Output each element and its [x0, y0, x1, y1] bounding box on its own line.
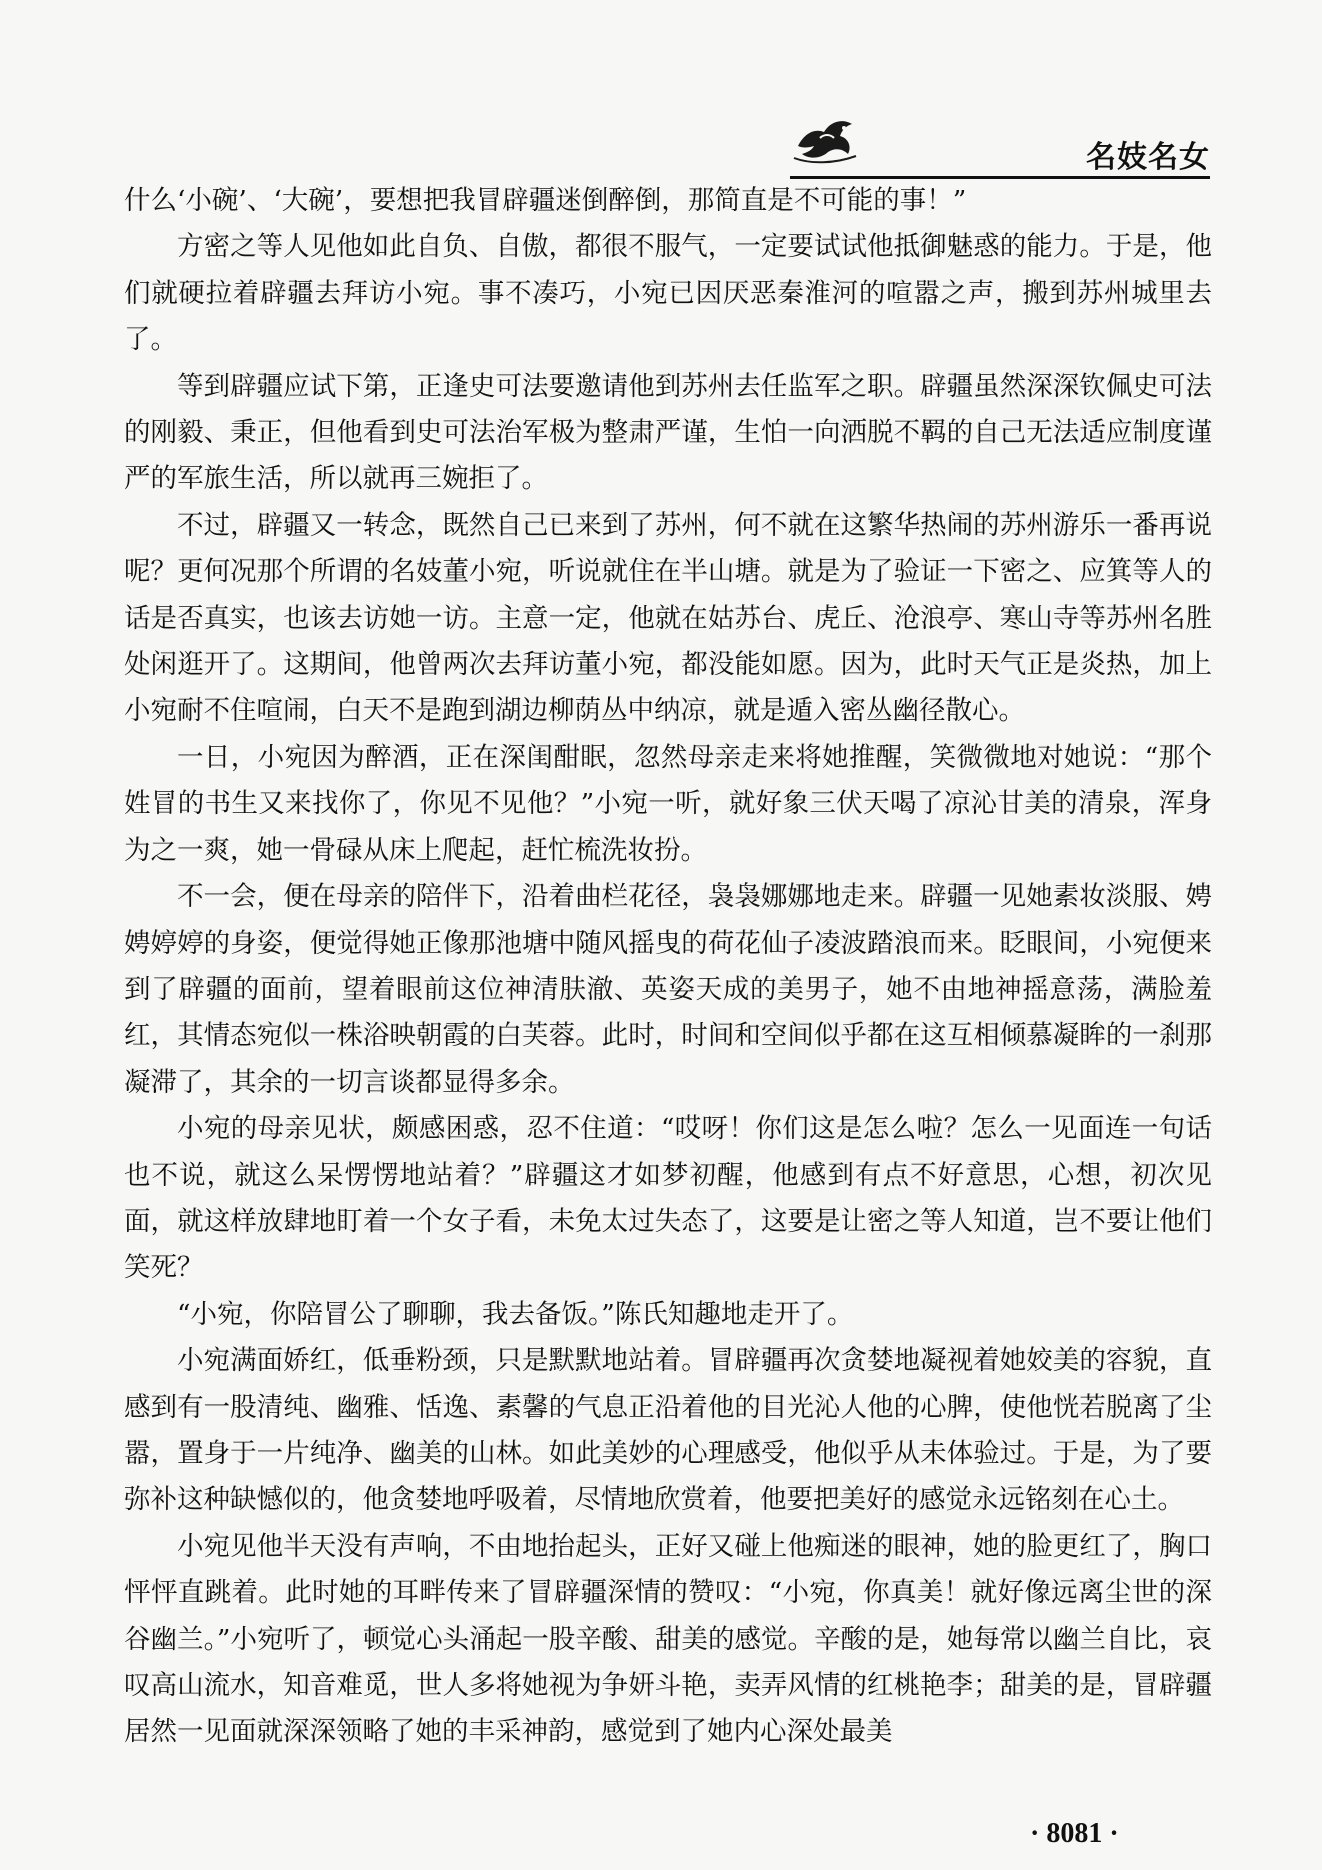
- paragraph: 小宛满面娇红，低垂粉颈，只是默默地站着。冒辟疆再次贪婪地凝视着她姣美的容貌，直感到有一股清纯、幽雅、恬逸、素馨的气息正沿着他的目光沁人他的心脾，使他恍若脱离了尘嚣，置身于一片纯净、幽美的山林。如此美妙的心理感受，他似乎从未体验过。于是，为了要弥补这种缺憾似的，他贪婪地呼吸着，尽情地欣赏着，他要把美好的感觉永远铭刻在心土。: [124, 1345, 1212, 1516]
- paragraph: “小宛，你陪冒公了聊聊，我去备饭。”陈氏知趣地走开了。: [177, 1298, 854, 1330]
- page-number: · 8081 ·: [1030, 1818, 1119, 1849]
- paragraph: 小宛见他半天没有声响，不由地抬起头，正好又碰上他痴迷的眼神，她的脸更红了，胸口怦怦直跳着。此时她的耳畔传来了冒辟疆深情的赞叹：“小宛，你真美！就好像远离尘世的深谷幽兰。”小宛听了，顿觉心头涌起一股辛酸、甜美的感觉。辛酸的是，她每常以幽兰自比，哀叹高山流水，知音难觅，世人多将她视为争妍斗艳，卖弄风情的红桃艳李；甜美的是，冒辟疆居然一见面就深深领略了她的丰采神韵，感觉到了她内心深处最美: [124, 1530, 1212, 1748]
- paragraph: 一日，小宛因为醉酒，正在深闺酣眠，忽然母亲走来将她推醒，笑微微地对她说：“那个姓冒的书生又来找你了，你见不见他？”小宛一听，就好象三伏天喝了凉沁甘美的清泉，浑身为之一爽，她一骨碌从床上爬起，赶忙梳洗妆扮。: [124, 741, 1212, 866]
- paragraph: 不过，辟疆又一转念，既然自己已来到了苏州，何不就在这繁华热闹的苏州游乐一番再说呢？更何况那个所谓的名妓董小宛，听说就住在半山塘。就是为了验证一下密之、应箕等人的话是否真实，也该去访她一访。主意一定，他就在姑苏台、虎丘、沧浪亭、寒山寺等苏州名胜处闲逛开了。这期间，他曾两次去拜访董小宛，都没能如愿。因为，此时天气正是炎热，加上小宛耐不住喧闹，白天不是跑到湖边柳荫丛中纳凉，就是遁入密丛幽径散心。: [124, 509, 1212, 727]
- paragraph: 不一会，便在母亲的陪伴下，沿着曲栏花径，袅袅娜娜地走来。辟疆一见她素妆淡服、娉娉婷婷的身姿，便觉得她正像那池塘中随风摇曳的荷花仙子凌波踏浪而来。眨眼间，小宛便来到了辟疆的面前，望着眼前这位神清肤澈、英姿天成的美男子，她不由地神摇意荡，满脸羞红，其情态宛似一株浴映朝霞的白芙蓉。此时，时间和空间似乎都在这互相倾慕凝眸的一刹那凝滞了，其余的一切言谈都显得多余。: [124, 881, 1212, 1098]
- section-title: 名妓名女: [1086, 140, 1210, 175]
- dragon-emblem-icon: [790, 108, 860, 168]
- paragraph: 方密之等人见他如此自负、自傲，都很不服气，一定要试试他抵御魅惑的能力。于是，他们就硬拉着辟疆去拜访小宛。事不凑巧，小宛已因厌恶秦淮河的喧嚣之声，搬到苏州城里去了。: [124, 231, 1212, 356]
- paragraph: 等到辟疆应试下第，正逢史可法要邀请他到苏州去任监军之职。辟疆虽然深深钦佩史可法的刚毅、秉正，但他看到史可法治军极为整肃严谨，生怕一向洒脱不羁的自己无法适应制度谨严的军旅生活，所以就再三婉拒了。: [124, 370, 1212, 495]
- page-header: [790, 108, 1210, 178]
- body-text: [124, 178, 1212, 1756]
- paragraph: 小宛的母亲见状，颇感困惑，忍不住道：“哎呀！你们这是怎么啦？怎么一见面连一句话也不说，就这么呆愣愣地站着？”辟疆这才如梦初醒，他感到有点不好意思，心想，初次见面，就这样放肆地盯着一个女子看，未免太过失态了，这要是让密之等人知道，岂不要让他们笑死？: [124, 1113, 1212, 1284]
- paragraph: 什么‘小碗’、‘大碗’，要想把我冒辟疆迷倒醉倒，那简直是不可能的事！”: [124, 185, 967, 216]
